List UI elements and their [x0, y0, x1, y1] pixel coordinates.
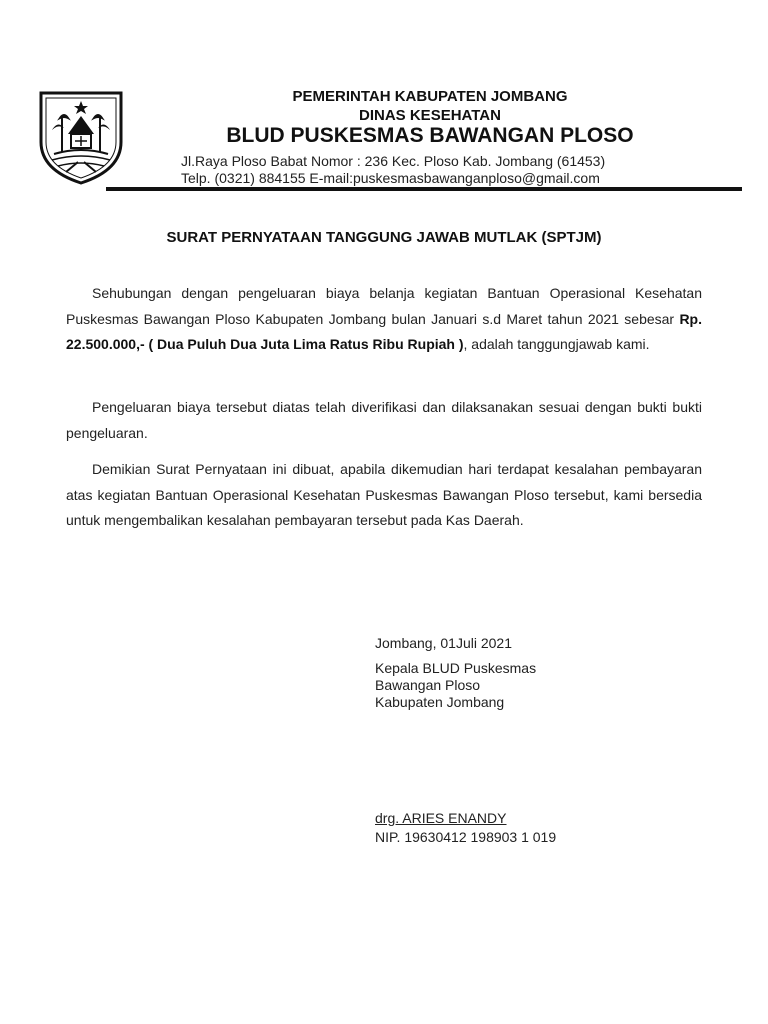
- signature-position-line: Kabupaten Jombang: [375, 694, 505, 710]
- jombang-regency-coat-of-arms-icon: [38, 90, 124, 186]
- paragraph-verification: [66, 395, 702, 446]
- signature-place-date: Jombang, 01Juli 2021: [375, 635, 512, 651]
- letterhead-government: PEMERINTAH KABUPATEN JOMBANG: [292, 88, 568, 105]
- signature-position: [375, 660, 536, 711]
- letterhead-divider: [106, 187, 742, 191]
- letterhead-department: DINAS KESEHATAN: [359, 107, 501, 124]
- letterhead: [38, 86, 742, 192]
- letterhead-institution: BLUD PUSKESMAS BAWANGAN PLOSO: [226, 124, 634, 147]
- paragraph-verification-text: Pengeluaran biaya tersebut diatas telah diverifikasi dan dilaksanakan sesuai dengan bukti bukti pengeluaran.: [66, 399, 702, 441]
- paragraph-statement-end: , adalah tanggungjawab kami.: [463, 336, 650, 352]
- amount-text: Rp. 22.500.000,- ( Dua Puluh Dua Juta Lima Ratus Ribu Rupiah ): [66, 310, 702, 352]
- paragraph-closing: [66, 457, 702, 534]
- paragraph-closing-text: Demikian Surat Pernyataan ini dibuat, apabila dikemudian hari terdapat kesalahan pembayaran atas kegiatan Bantuan Operasional Kesehatan Puskesmas Bawangan Ploso tersebut, kami bersedia untuk mengembalikan kesalahan pembayaran tersebut pada Kas Daerah.: [66, 461, 702, 528]
- signatory-name: drg. ARIES ENANDY: [375, 810, 507, 826]
- signature-position-line: Kepala BLUD Puskesmas: [375, 660, 537, 676]
- paragraph-statement: [66, 281, 702, 358]
- letterhead-address: Jl.Raya Ploso Babat Nomor : 236 Kec. Ploso Kab. Jombang (61453): [181, 153, 606, 169]
- signature-position-line: Bawangan Ploso: [375, 677, 481, 693]
- letterhead-contact: Telp. (0321) 884155 E-mail:puskesmasbawanganploso@gmail.com: [181, 170, 600, 186]
- document-title: SURAT PERNYATAAN TANGGUNG JAWAB MUTLAK (SPTJM): [166, 229, 602, 246]
- signatory-nip: NIP. 19630412 198903 1 019: [375, 829, 557, 845]
- paragraph-statement-text: Sehubungan dengan pengeluaran biaya belanja kegiatan Bantuan Operasional Kesehatan Puskesmas Bawangan Ploso Kabupaten Jombang bulan Januari s.d Maret tahun 2021 sebesar: [66, 285, 702, 327]
